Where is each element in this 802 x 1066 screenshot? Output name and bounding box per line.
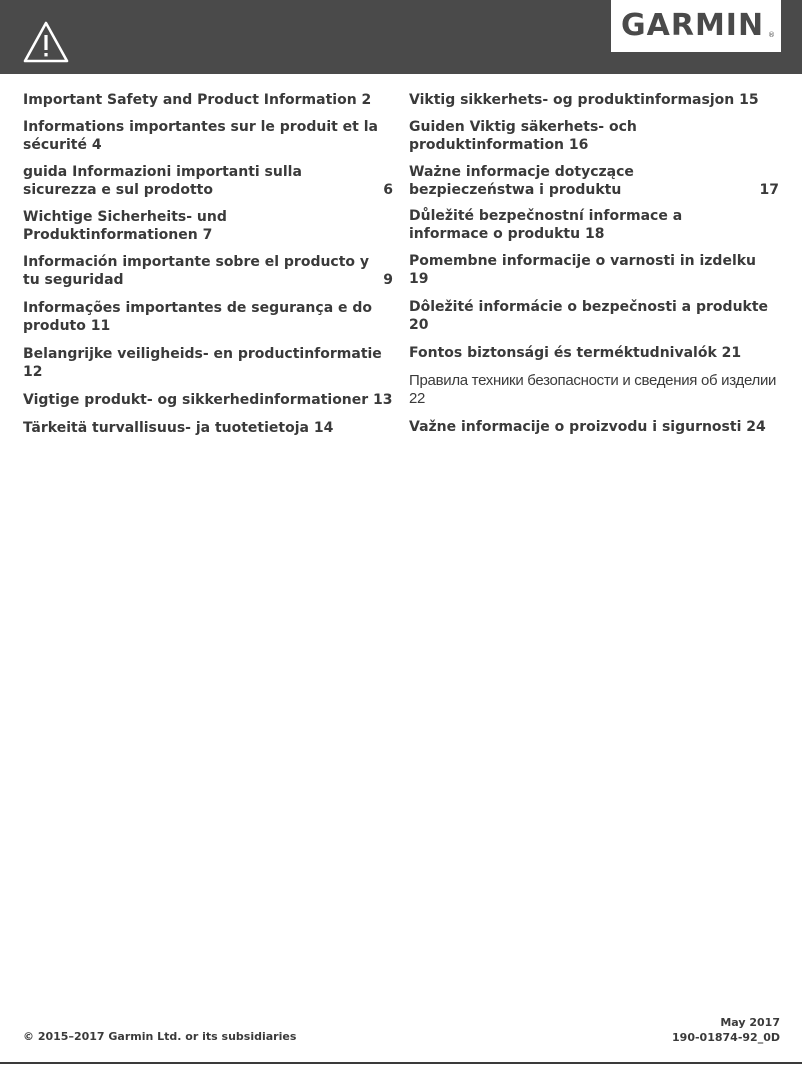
toc-entry-text: Dôležité informácie o bezpečnosti a produkte 20 <box>409 299 769 333</box>
toc-entry-text: Fontos biztonsági és terméktudnivalók 21 <box>409 345 742 361</box>
toc-entry-german[interactable] <box>23 208 393 244</box>
toc-entry-text: guida Informazioni importanti sulla sicurezza e sul prodotto <box>23 164 302 198</box>
toc-entry-text: Pomembne informacije o varnosti in izdelku 19 <box>409 253 757 287</box>
toc-entry-finnish[interactable] <box>23 419 393 437</box>
toc-entry-text: Правила техники безопасности и сведения об изделии 22 <box>409 372 777 407</box>
warning-icon <box>22 20 70 64</box>
toc-entry-hungarian[interactable] <box>409 344 779 362</box>
toc-left-column <box>23 88 393 437</box>
logo-text: GARMIN <box>621 8 765 43</box>
publication-date: May 2017 <box>720 1016 780 1029</box>
toc-entry-spanish[interactable] <box>23 253 393 289</box>
toc-entry-text: Informações importantes de segurança e do produto 11 <box>23 300 373 334</box>
toc-entry-page: 9 <box>383 272 393 288</box>
garmin-logo <box>611 0 781 52</box>
toc-entry-text: Wichtige Sicherheits- und Produktinformationen 7 <box>23 209 227 243</box>
toc-entry-italian[interactable] <box>23 163 393 199</box>
toc-entry-text: Ważne informacje dotyczące bezpieczeństwa i produktu <box>409 164 634 198</box>
toc-entry-polish[interactable] <box>409 163 779 199</box>
part-number: 190-01874-92_0D <box>672 1031 780 1044</box>
toc-entry-russian[interactable] <box>409 372 779 408</box>
toc-entry-french[interactable] <box>23 118 393 154</box>
toc-entry-text: Belangrijke veiligheids- en productinformatie 12 <box>23 346 382 380</box>
toc-entry-text: Vigtige produkt- og sikkerhedinformationer 13 <box>23 392 393 408</box>
toc-entry-text: Información importante sobre el producto y tu seguridad <box>23 254 370 288</box>
toc-entry-czech[interactable] <box>409 207 779 243</box>
toc-entry-text: Tärkeitä turvallisuus- ja tuotetietoja 14 <box>23 420 334 436</box>
toc-entry-page: 17 <box>759 182 779 198</box>
toc-entry-swedish[interactable] <box>409 118 779 154</box>
toc-entry-text: Important Safety and Product Information 2 <box>23 92 372 108</box>
toc-entry-danish[interactable] <box>23 391 393 409</box>
bottom-divider <box>0 1062 802 1064</box>
document-info <box>672 1015 780 1045</box>
toc-entry-english[interactable] <box>23 91 393 109</box>
toc-entry-slovak[interactable] <box>409 298 779 334</box>
toc-entry-text: Važne informacije o proizvodu i sigurnosti 24 <box>409 419 766 435</box>
header-bar <box>0 0 802 74</box>
toc-entry-norwegian[interactable] <box>409 91 779 109</box>
toc-entry-page: 6 <box>383 182 393 198</box>
toc-entry-text: Informations importantes sur le produit et la sécurité 4 <box>23 119 378 153</box>
toc-entry-dutch[interactable] <box>23 345 393 381</box>
toc-right-column <box>409 88 779 436</box>
toc-entry-text: Důležité bezpečnostní informace a informace o produktu 18 <box>409 208 683 242</box>
toc-entry-text: Viktig sikkerhets- og produktinformasjon 15 <box>409 92 759 108</box>
toc-entry-croatian[interactable] <box>409 418 779 436</box>
toc-entry-text: Guiden Viktig säkerhets- och produktinformation 16 <box>409 119 637 153</box>
toc-entry-slovenian[interactable] <box>409 252 779 288</box>
registered-mark: ® <box>768 31 775 39</box>
toc-entry-portuguese[interactable] <box>23 299 393 335</box>
copyright-notice: © 2015–2017 Garmin Ltd. or its subsidiaries <box>23 1030 297 1043</box>
